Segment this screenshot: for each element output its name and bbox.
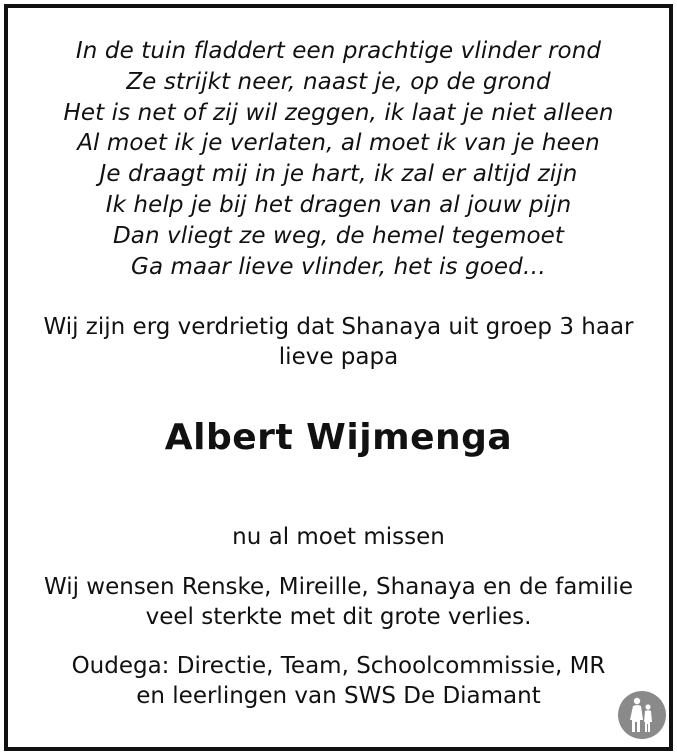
wish-line: Wij wensen Renske, Mireille, Shanaya en de familie [43, 574, 634, 600]
poem-line: Dan vliegt ze weg, de hemel tegemoet [112, 222, 565, 249]
poem-line: Ga maar lieve vlinder, het is goed… [131, 253, 546, 280]
intro-line: Wij zijn erg verdrietig dat Shanaya uit groep 3 haar [43, 314, 634, 340]
poem-line: Al moet ik je verlaten, al moet ik van je heen [77, 130, 600, 157]
wish-text [0, 572, 677, 632]
deceased-name: Albert Wijmenga [164, 417, 513, 458]
poem-line: Ze strijkt neer, naast je, op de grond [126, 68, 551, 95]
poem-line: Ik help je bij het dragen van al jouw pijn [105, 191, 572, 218]
intro-text [0, 312, 677, 372]
signature-line: en leerlingen van SWS De Diamant [136, 683, 541, 709]
signature [0, 651, 677, 711]
poem [0, 36, 677, 282]
poem-line: Je draagt mij in je hart, ik zal er altijd zijn [99, 161, 578, 188]
signature-line: Oudega: Directie, Team, Schoolcommissie, MR [71, 653, 606, 679]
memorial-figures-icon [617, 690, 667, 740]
wish-line: veel sterkte met dit grote verlies. [145, 604, 532, 630]
missing-text: nu al moet missen [232, 524, 445, 550]
poem-line: Het is net of zij wil zeggen, ik laat je niet alleen [63, 99, 614, 126]
intro-line: lieve papa [278, 344, 399, 370]
poem-line: In de tuin fladdert een prachtige vlinder rond [75, 38, 602, 64]
